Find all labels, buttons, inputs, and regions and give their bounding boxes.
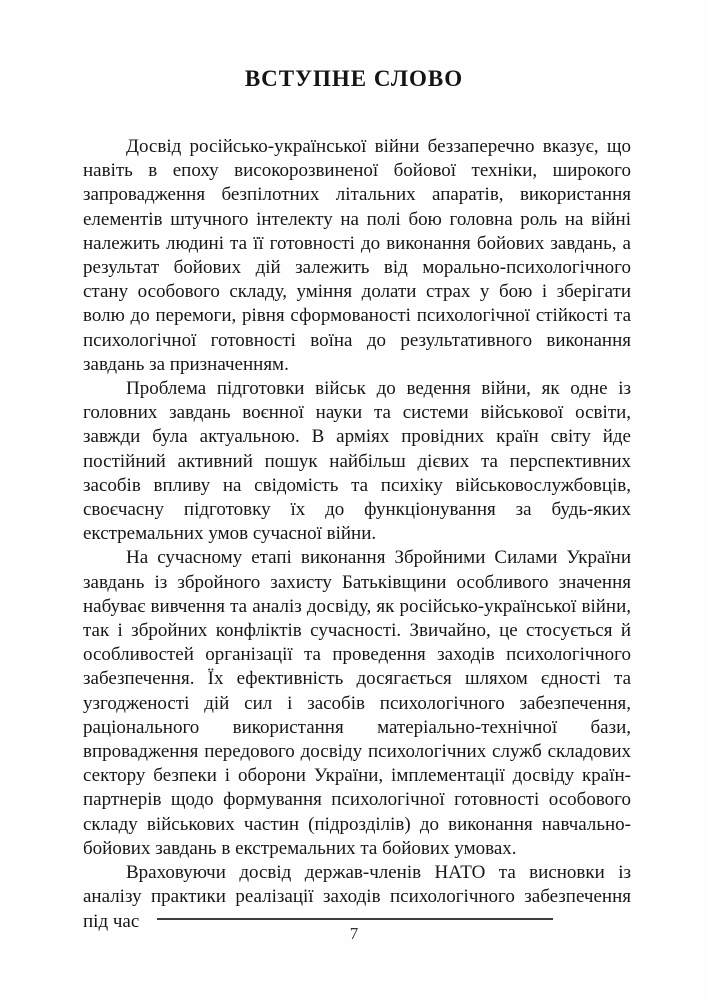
paragraph-4: Враховуючи досвід держав-членів НАТО та висновки із аналізу практики реалізації заходів психологічного забезпечення під час [83, 862, 631, 932]
paragraph-3: На сучасному етапі виконання Збройними Силами України завдань із збройного захисту Батьківщини особливого значення набуває вивчення та аналіз досвіду, як російсько-української війни, так і збройних конфліктів сучасності. Звичайно, це стосується й особливостей організації та проведення заходів психологічного забезпечення. Їх ефективність досягається шляхом єдності та узгодженості дій сил і засобів психологічного забезпечення, раціонального використання матеріально-технічної бази, впровадження передового досвіду психологічних служб складових сектору безпеки і оборони України, імплементації досвіду країн-партнерів щодо формування психологічної готовності особового складу військових частин (підрозділів) до виконання навчально-бойових завдань в екстремальних та бойових умовах. [83, 547, 631, 859]
page-title: ВСТУПНЕ СЛОВО [244, 66, 464, 91]
paragraph-1: Досвід російсько-української війни беззаперечно вказує, що навіть в епоху високорозвиненої бойової техніки, широкого запровадження безпілотних літальних апаратів, використання елементів штучного інтелекту на полі бою головна роль на війні належить людині та її готовності до виконання бойових завдань, а результат бойових дій залежить від морально-психологічного стану особового складу, уміння долати страх у бою і зберігати волю до перемоги, рівня сформованості психологічної стійкості та психологічної готовності воїна до результативного виконання завдань за призначенням. [83, 136, 631, 375]
document-body [83, 135, 631, 934]
page-number: 7 [349, 924, 359, 943]
footnote-rule [157, 918, 553, 920]
paragraph-2: Проблема підготовки військ до ведення війни, як одне із головних завдань воєнної науки та системи військової освіти, завжди була актуальною. В арміях провідних країн світу йде постійний активний пошук найбільш дієвих та перспективних засобів впливу на свідомість та психіку військовослужбовців, своєчасну підготовку їх до функціонування за будь-яких екстремальних умов сучасної війни. [83, 378, 631, 545]
